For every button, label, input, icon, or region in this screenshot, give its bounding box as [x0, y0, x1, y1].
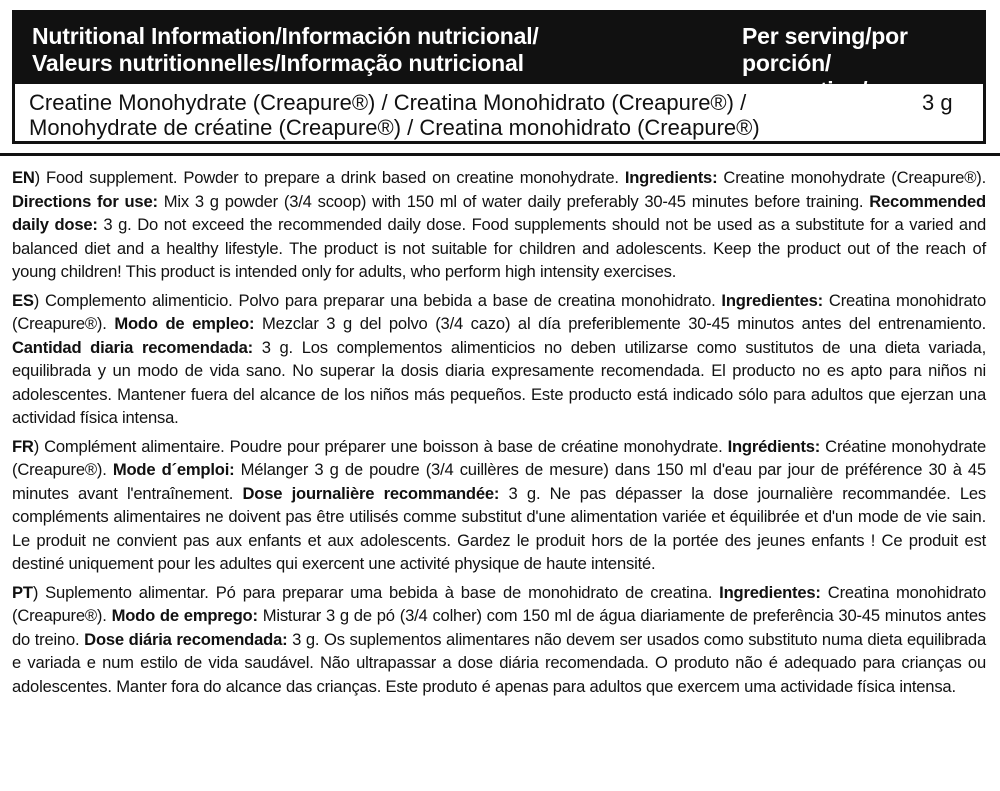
- text: Mélanger 3 g de poudre (3/4 cuillères de mesure) dans 150 ml d'eau par jour de préférence 30 à 45 minutes avant l'entraînement.: [12, 460, 986, 503]
- nutrition-row-creatine: [15, 84, 983, 144]
- ingredient-name-line-2: Monohydrate de créatine (Creapure®) / Creatina monohidrato (Creapure®): [29, 115, 760, 140]
- label-daily-dose: Dose diária recomendada:: [84, 629, 288, 649]
- ingredient-name: [29, 90, 760, 140]
- header-per-serving-line-1: Per serving/por porción/: [742, 23, 908, 76]
- paragraph-es: [12, 289, 986, 430]
- text: ) Food supplement. Powder to prepare a drink based on creatine monohydrate.: [34, 168, 625, 187]
- text: Creatina monohidrato (Creapure®).: [12, 290, 986, 333]
- text: Creatine monohydrate (Creapure®).: [717, 168, 986, 187]
- text: Mezclar 3 g del polvo (3/4 cazo) al día preferiblemente 30-45 minutos antes del entrenamiento.: [254, 314, 987, 333]
- label-daily-dose: Cantidad diaria recomendada:: [12, 337, 253, 357]
- text: ) Complément alimentaire. Poudre pour préparer une boisson à base de créatine monohydrate.: [33, 436, 728, 456]
- label-daily-dose: Recommended daily dose:: [12, 191, 986, 234]
- label-ingredients: Ingredientes:: [719, 582, 821, 602]
- section-divider: [0, 153, 1000, 156]
- label-ingredients: Ingredientes:: [721, 290, 824, 310]
- label-daily-dose: Dose journalière recommandée:: [242, 483, 500, 503]
- ingredient-amount: 3 g: [922, 90, 953, 115]
- text: ) Suplemento alimentar. Pó para preparar uma bebida à base de monohidrato de creatina.: [32, 582, 720, 602]
- text: Mix 3 g powder (3/4 scoop) with 150 ml of water daily preferably 30-45 minutes before training.: [157, 191, 870, 211]
- label-directions: Modo de emprego:: [111, 606, 258, 625]
- label-directions: Directions for use:: [12, 191, 158, 211]
- paragraph-pt: [12, 581, 986, 699]
- paragraph-fr: [12, 435, 986, 576]
- text: 3 g. Do not exceed the recommended daily dose. Food supplements should not be used as a substitute for a varied and balanced diet and a healthy lifestyle. The product is not suitable for children and adolescents. Keep the product out of the reach of young children! This product is intended only for adults, who perform high intensity exercises.: [12, 215, 986, 281]
- header-title-line-1: Nutritional Information/Información nutricional/: [32, 23, 539, 49]
- lang-code: ES: [12, 290, 34, 310]
- label-directions: Mode d´emploi:: [112, 460, 235, 479]
- text: Misturar 3 g de pó (3/4 colher) com 150 ml de água diariamente de preferência 30-45 minutos antes do treino.: [12, 606, 986, 649]
- text: 3 g. Ne pas dépasser la dose journalière recommandée. Les compléments alimentaires ne doivent pas être utilisés comme substitut d'une alimentation variée et équilibrée et d'un mode de vie sain. Le produit ne convient pas aux enfants et aux adolescents. Gardez le produit hors de la portée des jeunes enfants ! Ce produit est destiné uniquement pour les adultes qui exercent une activité physique de haute intensité.: [12, 483, 986, 573]
- text: 3 g. Os suplementos alimentares não devem ser usados como substituto numa dieta equilibrada e variada e num estilo de vida saudável. Não ultrapassar a dose diária recomendada. O produto não é adequado para crianças ou adolescentes. Manter fora do alcance das crianças. Este produto é apenas para adultos que exercem uma actividade física intensa.: [12, 629, 986, 696]
- text: Creatina monohidrato (Creapure®).: [12, 582, 986, 625]
- header-per-serving-line-2: par portion/por porção: [742, 77, 904, 130]
- lang-code: PT: [12, 582, 33, 602]
- lang-code: FR: [12, 436, 34, 456]
- text: 3 g. Los complementos alimenticios no deben utilizarse como sustitutos de una dieta variada, equilibrada y un modo de vida sano. No superar la dosis diaria expresamente recomendada. El producto no es apto para niños ni adolescentes. Mantener fuera del alcance de los niños más pequeños. Este producto está indicado sólo para adultos que ejerzan una actividad física intensa.: [12, 337, 986, 427]
- ingredient-name-line-1: Creatine Monohydrate (Creapure®) / Creatina Monohidrato (Creapure®) /: [29, 90, 747, 115]
- label-ingredients: Ingredients:: [624, 168, 718, 187]
- nutrition-table: [12, 10, 986, 144]
- label-text: [12, 166, 986, 703]
- paragraph-en: [12, 166, 986, 284]
- text: ) Complemento alimenticio. Polvo para preparar una bebida a base de creatina monohidrato.: [33, 290, 722, 310]
- text: Créatine monohydrate (Creapure®).: [12, 436, 986, 479]
- label-ingredients: Ingrédients:: [727, 436, 821, 456]
- label-directions: Modo de empleo:: [114, 314, 255, 333]
- header-title-line-2: Valeurs nutritionnelles/Informação nutricional: [32, 50, 524, 76]
- lang-code: EN: [12, 168, 35, 187]
- header-title: [32, 23, 539, 77]
